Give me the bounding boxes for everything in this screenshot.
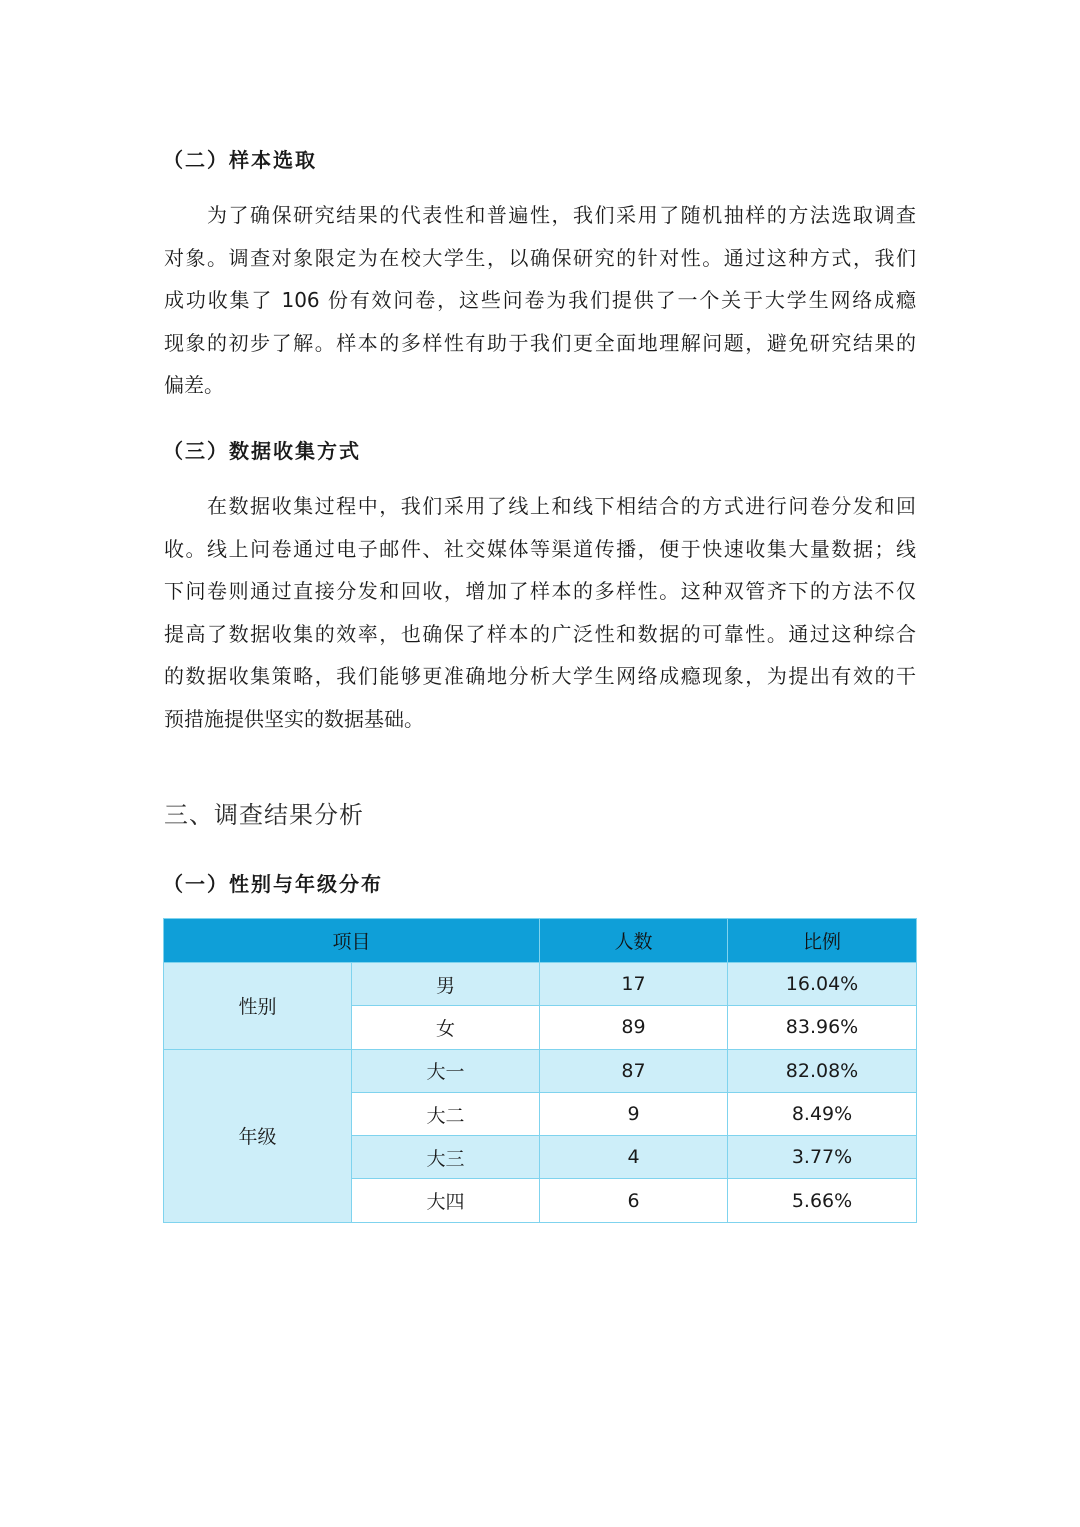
row-count: 4 [540, 1136, 728, 1179]
paragraph-line: 的数据收集策略，我们能够更准确地分析大学生网络成瘾现象，为提出有效的干 [164, 664, 916, 688]
data-collection-paragraph [164, 485, 916, 740]
row-count: 87 [540, 1049, 728, 1092]
paragraph-line: 下问卷则通过直接分发和回收，增加了样本的多样性。这种双管齐下的方法不仅 [164, 579, 916, 603]
group-gender: 性别 [164, 963, 352, 1050]
paragraph-line: 预措施提供坚实的数据基础。 [164, 706, 424, 731]
row-item: 大四 [352, 1179, 540, 1222]
row-item: 大一 [352, 1049, 540, 1092]
paragraph-line: 偏差。 [164, 373, 224, 397]
paragraph-line: 现象的初步了解。样本的多样性有助于我们更全面地理解问题，避免研究结果的 [164, 330, 916, 355]
row-count: 17 [540, 963, 728, 1006]
row-item: 男 [352, 963, 540, 1006]
row-ratio: 16.04% [728, 963, 917, 1006]
sample-selection-paragraph [164, 194, 916, 407]
row-ratio: 3.77% [728, 1136, 917, 1179]
header-item: 项目 [164, 919, 540, 963]
table-header-row [164, 919, 917, 963]
table-row [164, 1049, 917, 1092]
paragraph-line: 成功收集了 106 份有效问卷，这些问卷为我们提供了一个关于大学生网络成瘾 [164, 288, 916, 312]
paragraph-line: 在数据收集过程中，我们采用了线上和线下相结合的方式进行问卷分发和回 [207, 494, 916, 518]
row-count: 89 [540, 1006, 728, 1049]
row-item: 大二 [352, 1092, 540, 1135]
paragraph-line: 对象。调查对象限定为在校大学生，以确保研究的针对性。通过这种方式，我们 [164, 245, 916, 270]
group-grade: 年级 [164, 1049, 352, 1222]
row-item: 大三 [352, 1136, 540, 1179]
row-item: 女 [352, 1006, 540, 1049]
row-count: 9 [540, 1092, 728, 1135]
row-ratio: 82.08% [728, 1049, 917, 1092]
header-ratio: 比例 [728, 919, 917, 963]
row-ratio: 8.49% [728, 1092, 917, 1135]
gender-grade-heading: （一）性别与年级分布 [163, 872, 383, 896]
paragraph-line: 收。线上问卷通过电子邮件、社交媒体等渠道传播，便于快速收集大量数据；线 [164, 536, 916, 561]
results-analysis-heading: 三、调查结果分析 [164, 801, 364, 829]
gender-grade-table [163, 918, 917, 1223]
sample-selection-heading: （二）样本选取 [163, 148, 317, 172]
data-collection-heading: （三）数据收集方式 [163, 439, 361, 463]
table-row [164, 963, 917, 1006]
row-ratio: 83.96% [728, 1006, 917, 1049]
row-count: 6 [540, 1179, 728, 1222]
header-count: 人数 [540, 919, 728, 963]
row-ratio: 5.66% [728, 1179, 917, 1222]
paragraph-line: 提高了数据收集的效率，也确保了样本的广泛性和数据的可靠性。通过这种综合 [164, 621, 916, 646]
paragraph-line: 为了确保研究结果的代表性和普遍性，我们采用了随机抽样的方法选取调查 [207, 203, 916, 227]
